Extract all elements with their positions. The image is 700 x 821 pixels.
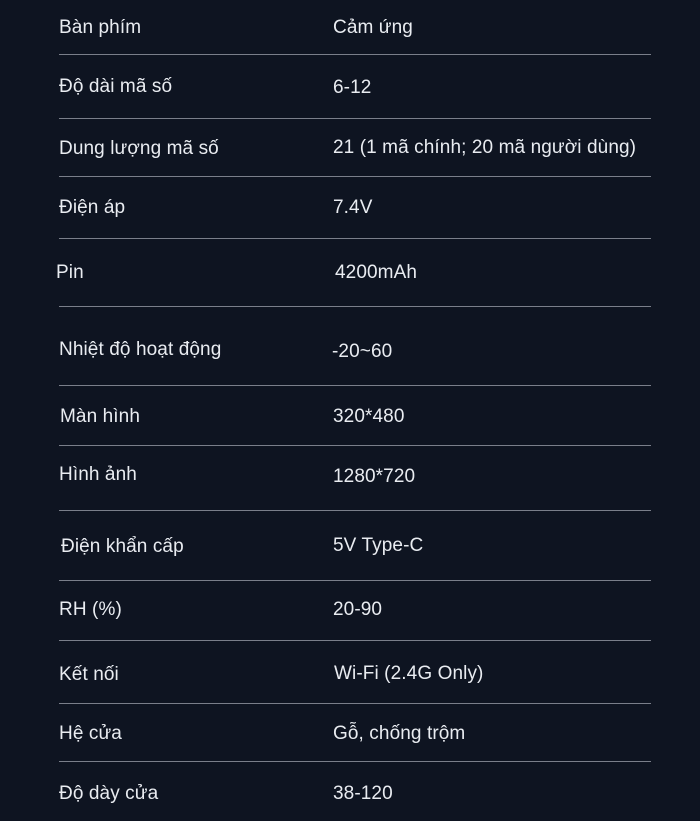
row-divider	[59, 445, 651, 446]
spec-label-door-thickness: Độ dày cửa	[59, 783, 159, 804]
row-divider	[59, 118, 651, 119]
spec-value-screen: 320*480	[333, 406, 405, 427]
row-divider	[59, 510, 651, 511]
spec-label-emergency-power: Điện khẩn cấp	[61, 536, 184, 557]
spec-value-battery: 4200mAh	[335, 262, 418, 283]
spec-label-humidity: RH (%)	[59, 599, 122, 620]
row-divider	[59, 761, 651, 762]
spec-value-connectivity: Wi-Fi (2.4G Only)	[334, 663, 484, 684]
row-divider	[59, 306, 651, 307]
spec-label-keypad: Bàn phím	[59, 17, 142, 38]
row-divider	[59, 703, 651, 704]
spec-label-screen: Màn hình	[60, 406, 141, 427]
spec-value-image: 1280*720	[333, 466, 416, 487]
row-divider	[59, 580, 651, 581]
spec-value-emergency-power: 5V Type-C	[333, 535, 424, 556]
spec-label-code-length: Độ dài mã số	[59, 76, 173, 97]
spec-value-code-capacity: 21 (1 mã chính; 20 mã người dùng)	[333, 137, 637, 158]
spec-value-code-length: 6-12	[333, 77, 372, 98]
row-divider	[59, 176, 651, 177]
row-divider	[59, 54, 651, 55]
spec-label-image: Hình ảnh	[59, 464, 137, 485]
row-divider	[59, 640, 651, 641]
row-divider	[59, 385, 651, 386]
spec-value-operating-temp: -20~60	[332, 341, 393, 362]
spec-label-operating-temp: Nhiệt độ hoạt động	[59, 339, 222, 360]
spec-value-keypad: Cảm ứng	[333, 17, 413, 38]
spec-label-code-capacity: Dung lượng mã số	[59, 138, 219, 159]
spec-value-humidity: 20-90	[333, 599, 383, 620]
spec-label-battery: Pin	[56, 262, 84, 283]
spec-label-voltage: Điện áp	[59, 197, 126, 218]
spec-label-door-type: Hệ cửa	[59, 723, 122, 744]
spec-value-voltage: 7.4V	[333, 197, 373, 218]
spec-value-door-type: Gỗ, chống trộm	[333, 723, 466, 744]
spec-value-door-thickness: 38-120	[333, 783, 393, 804]
spec-label-connectivity: Kết nối	[59, 664, 119, 685]
row-divider	[59, 238, 651, 239]
